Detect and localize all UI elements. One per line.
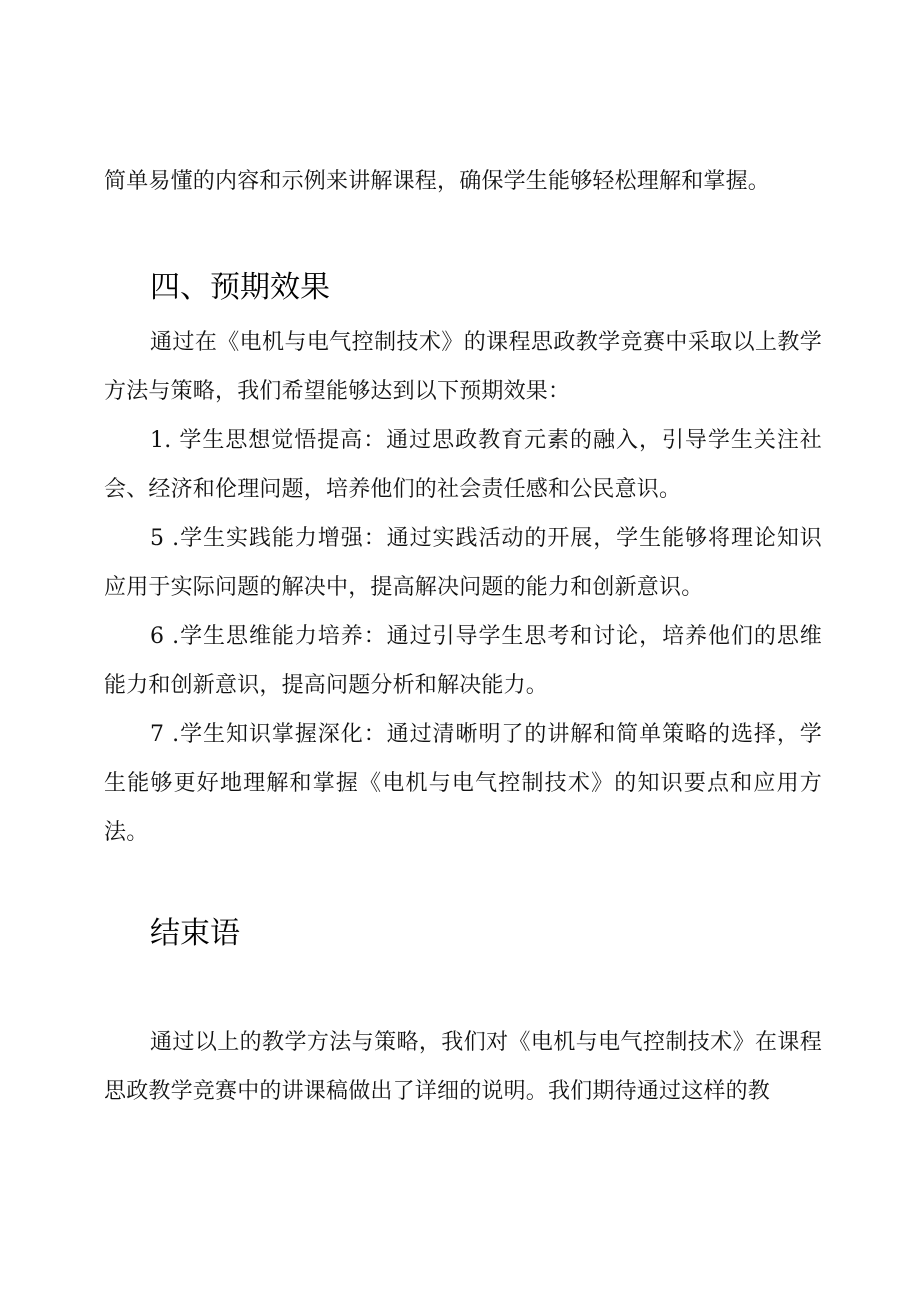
section-heading-conclusion: 结束语 bbox=[150, 916, 240, 951]
continuation-paragraph: 简单易懂的内容和示例来讲解课程，确保学生能够轻松理解和掌握。 bbox=[104, 169, 771, 194]
list-item: 5 .学生实践能力增强：通过实践活动的开展，学生能够将理论知识应用于实际问题的解决中，提高解决问题的能力和创新意识。 bbox=[104, 526, 822, 600]
list-item: 7 .学生知识掌握深化：通过清晰明了的讲解和简单策略的选择，学生能够更好地理解和掌握《电机与电气控制技术》的知识要点和应用方法。 bbox=[104, 722, 822, 845]
list-item: 6 .学生思维能力培养：通过引导学生思考和讨论，培养他们的思维能力和创新意识，提高问题分析和解决能力。 bbox=[104, 624, 822, 698]
section-heading-expected-effects: 四、预期效果 bbox=[150, 270, 330, 305]
section-intro-paragraph: 通过在《电机与电气控制技术》的课程思政教学竞赛中采取以上教学方法与策略，我们希望能够达到以下预期效果： bbox=[104, 330, 822, 404]
list-item: 1. 学生思想觉悟提高：通过思政教育元素的融入，引导学生关注社会、经济和伦理问题，培养他们的社会责任感和公民意识。 bbox=[104, 428, 822, 502]
conclusion-paragraph: 通过以上的教学方法与策略，我们对《电机与电气控制技术》在课程思政教学竞赛中的讲课稿做出了详细的说明。我们期待通过这样的教 bbox=[104, 1030, 822, 1104]
